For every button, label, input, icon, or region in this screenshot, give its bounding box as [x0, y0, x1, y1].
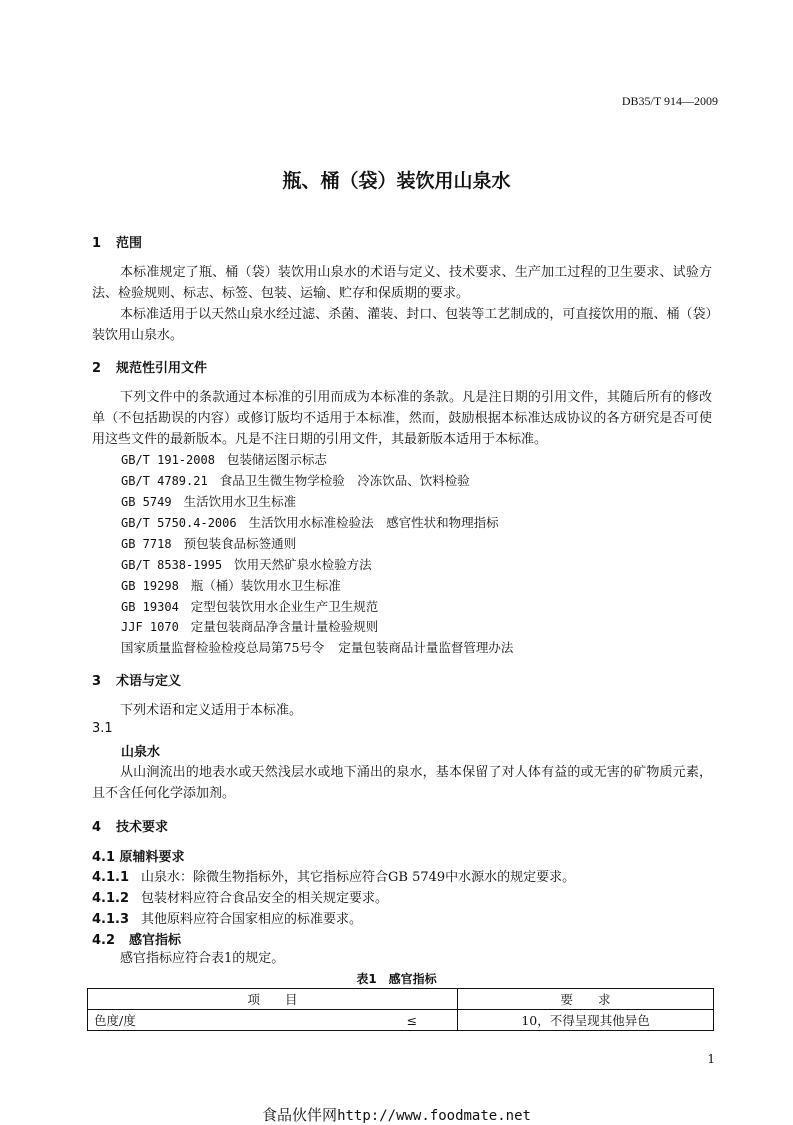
section-number: 1 [92, 236, 102, 251]
clause-text: 包装材料应符合食品安全的相关规定要求。 [141, 891, 389, 906]
reference-name: 定量包装商品计量监督管理办法 [338, 640, 514, 655]
reference-item [121, 576, 341, 594]
reference-item [121, 638, 513, 656]
table-header-item: 项 目 [88, 989, 458, 1010]
reference-name: 瓶（桶）装饮用水卫生标准 [190, 578, 341, 593]
section-number: 4 [92, 820, 102, 835]
document-title: 瓶、桶（袋）装饮用山泉水 [282, 170, 511, 192]
subsection-title: 感官指标 [129, 933, 182, 948]
term-name: 山泉水 [121, 745, 161, 760]
subsection-4-2-paragraph: 感官指标应符合表1的规定。 [120, 951, 285, 966]
section-title: 术语与定义 [116, 674, 182, 689]
clause-item [92, 908, 362, 927]
reference-code: GB 19304 [121, 600, 179, 614]
clause-number: 4.1.3 [92, 912, 130, 927]
reference-code: GB/T 5750.4-2006 [121, 516, 237, 530]
section-2-heading [92, 357, 207, 376]
table-cell-symbol: ≤ [330, 1010, 458, 1031]
footer-url[interactable]: http://www.foodmate.net [337, 1108, 531, 1124]
reference-code: GB/T 8538-1995 [121, 558, 223, 572]
section-title: 规范性引用文件 [116, 361, 208, 376]
reference-name: 食品卫生微生物学检验 冷冻饮品、饮料检验 [219, 473, 470, 488]
section-3-paragraph-1: 下列术语和定义适用于本标准。 [120, 703, 303, 718]
section-3-heading [92, 670, 181, 689]
reference-code: 国家质量监督检验检疫总局第75号令 [121, 640, 325, 655]
table-row [88, 1010, 714, 1031]
reference-item [121, 555, 372, 573]
reference-item [121, 450, 327, 468]
reference-item [121, 534, 296, 552]
term-definition: 从山涧流出的地表水或天然浅层水或地下涌出的泉水，基本保留了对人体有益的或无害的矿物质元素，且不含任何化学添加剂。 [92, 765, 712, 801]
table-caption: 表1 感官指标 [356, 972, 437, 986]
reference-item [121, 513, 499, 531]
reference-code: GB 19298 [121, 579, 179, 593]
table-header-requirement: 要 求 [458, 989, 714, 1010]
reference-code: GB 7718 [121, 537, 172, 551]
section-2-paragraph-1: 下列文件中的条款通过本标准的引用而成为本标准的条款。凡是注日期的引用文件，其随后所有的修改单（不包括勘误的内容）或修订版均不适用于本标准，然而，鼓励根据本标准达成协议的各方研究是否可使用这些文件的最新版本。凡是不注日期的引用文件，其最新版本适用于本标准。 [92, 390, 712, 447]
clause-number: 4.1.1 [92, 870, 130, 885]
section-1-paragraph-2: 本标准适用于以天然山泉水经过滤、杀菌、灌装、封口、包装等工艺制成的，可直接饮用的瓶、桶（袋）装饮用山泉水。 [92, 307, 712, 343]
reference-code: GB/T 4789.21 [121, 474, 208, 488]
reference-name: 预包装食品标签通则 [183, 536, 297, 551]
term-number: 3.1 [92, 721, 113, 736]
page-number: 1 [707, 1052, 715, 1066]
clause-number: 4.1.2 [92, 891, 130, 906]
section-1-paragraph-1: 本标准规定了瓶、桶（袋）装饮用山泉水的术语与定义、技术要求、生产加工过程的卫生要求、试验方法、检验规则、标志、标签、包装、运输、贮存和保质期的要求。 [92, 265, 712, 301]
sensory-table [87, 988, 714, 1031]
section-1-heading [92, 232, 142, 251]
reference-name: 生活饮用水标准检验法 感官性状和物理指标 [248, 515, 499, 530]
footer-site-name: 食品伙伴网 [262, 1106, 338, 1124]
reference-code: GB/T 191-2008 [121, 453, 215, 467]
reference-name: 饮用天然矿泉水检验方法 [234, 557, 372, 572]
clause-item [92, 887, 388, 906]
section-number: 3 [92, 674, 102, 689]
table-cell-item: 色度/度 [88, 1010, 331, 1031]
clause-text: 其他原料应符合国家相应的标准要求。 [141, 912, 363, 927]
clause-text: 山泉水：除微生物指标外，其它指标应符合GB 5749中水源水的规定要求。 [141, 870, 576, 885]
clause-item [92, 866, 575, 885]
table-cell-requirement: 10，不得呈现其他异色 [458, 1010, 714, 1031]
subsection-4-1-heading: 4.1 原辅料要求 [92, 850, 185, 865]
section-4-heading [92, 816, 168, 835]
reference-item [121, 471, 470, 489]
standard-code: DB35/T 914—2009 [621, 94, 718, 108]
reference-name: 包装储运图示标志 [226, 452, 327, 467]
reference-name: 定型包装饮用水企业生产卫生规范 [190, 599, 379, 614]
subsection-4-2-heading [92, 929, 181, 948]
table-header-row [88, 989, 714, 1010]
subsection-number: 4.2 [92, 933, 116, 948]
reference-item [121, 597, 378, 615]
section-title: 范围 [116, 236, 143, 251]
reference-code: GB 5749 [121, 495, 172, 509]
section-title: 技术要求 [116, 820, 169, 835]
section-number: 2 [92, 361, 102, 376]
reference-name: 定量包装商品净含量计量检验规则 [190, 619, 379, 634]
reference-item [121, 492, 296, 510]
reference-name: 生活饮用水卫生标准 [183, 494, 297, 509]
reference-code: JJF 1070 [121, 620, 179, 634]
reference-item [121, 617, 378, 635]
